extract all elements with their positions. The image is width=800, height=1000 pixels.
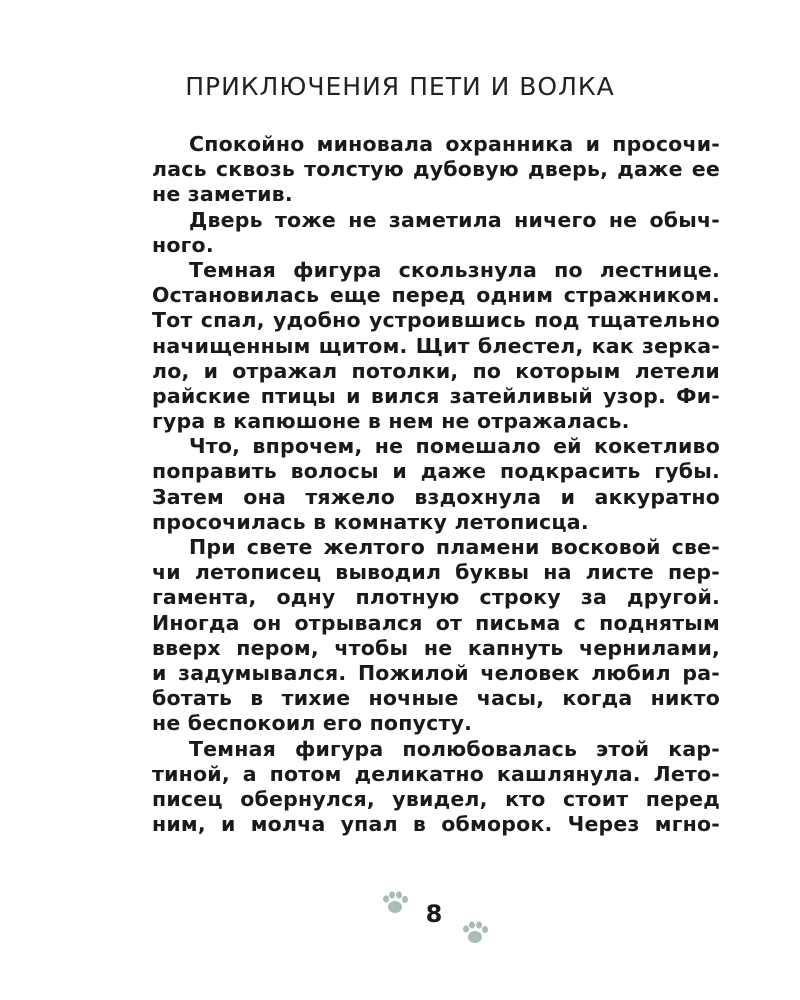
- text-line: не заметив.: [152, 182, 293, 207]
- text-line: Иногда он отрывался от письма с поднятым: [152, 610, 720, 635]
- text-line: райские птицы и вился затейливый узор. Фи-: [152, 383, 720, 408]
- text-line: лась сквозь толстую дубовую дверь, даже ее: [152, 157, 720, 182]
- text-line: начищенным щитом. Щит блестел, как зерка-: [152, 333, 720, 358]
- text-line: Спокойно миновала охранника и просочи-: [189, 132, 720, 156]
- text-line: Что, впрочем, не помешало ей кокетливо: [189, 434, 720, 459]
- text-line: ного.: [152, 232, 214, 257]
- text-line: При свете желтого пламени восковой све-: [189, 535, 720, 559]
- text-line: ним, и молча упал в обморок. Через мгно-: [152, 812, 720, 837]
- text-line: Тот спал, удобно устроившись под тщательно: [152, 308, 720, 333]
- page-footer: [0, 880, 800, 960]
- text-line: ло, и отражал потолки, по которым летели: [152, 358, 720, 383]
- body-text: [152, 132, 720, 837]
- text-line: не беспокоил его попусту.: [152, 711, 473, 736]
- text-line: чи летописец выводил буквы на листе пер-: [152, 560, 720, 585]
- text-line: поправить волосы и даже подкрасить губы.: [152, 459, 720, 484]
- text-line: писец обернулся, увидел, кто стоит перед: [152, 786, 720, 811]
- text-line: Остановилась еще перед одним стражником.: [152, 283, 720, 308]
- text-line: вверх пером, чтобы не капнуть чернилами,: [152, 635, 720, 660]
- text-line: Темная фигура скользнула по лестнице.: [189, 257, 720, 282]
- text-line: гура в капюшоне в нем не отражалась.: [152, 409, 630, 434]
- text-line: тиной, а потом деликатно кашлянула. Лето-: [152, 761, 720, 786]
- text-line: просочилась в комнатку летописца.: [152, 509, 589, 534]
- paw-print-icon: [460, 920, 490, 946]
- page-number: 8: [425, 900, 443, 928]
- text-line: Затем она тяжело вздохнула и аккуратно: [152, 484, 720, 509]
- text-line: Темная фигура полюбовалась этой кар-: [189, 736, 720, 761]
- text-line: гамента, одну плотную строку за другой.: [152, 585, 720, 610]
- paw-print-icon: [380, 890, 410, 916]
- text-line: и задумывался. Пожилой человек любил ра-: [152, 660, 720, 685]
- text-line: Дверь тоже не заметила ничего не обыч-: [189, 207, 720, 232]
- running-title: ПРИКЛЮЧЕНИЯ ПЕТИ И ВОЛКА: [185, 72, 615, 101]
- text-line: ботать в тихие ночные часы, когда никто: [152, 686, 720, 711]
